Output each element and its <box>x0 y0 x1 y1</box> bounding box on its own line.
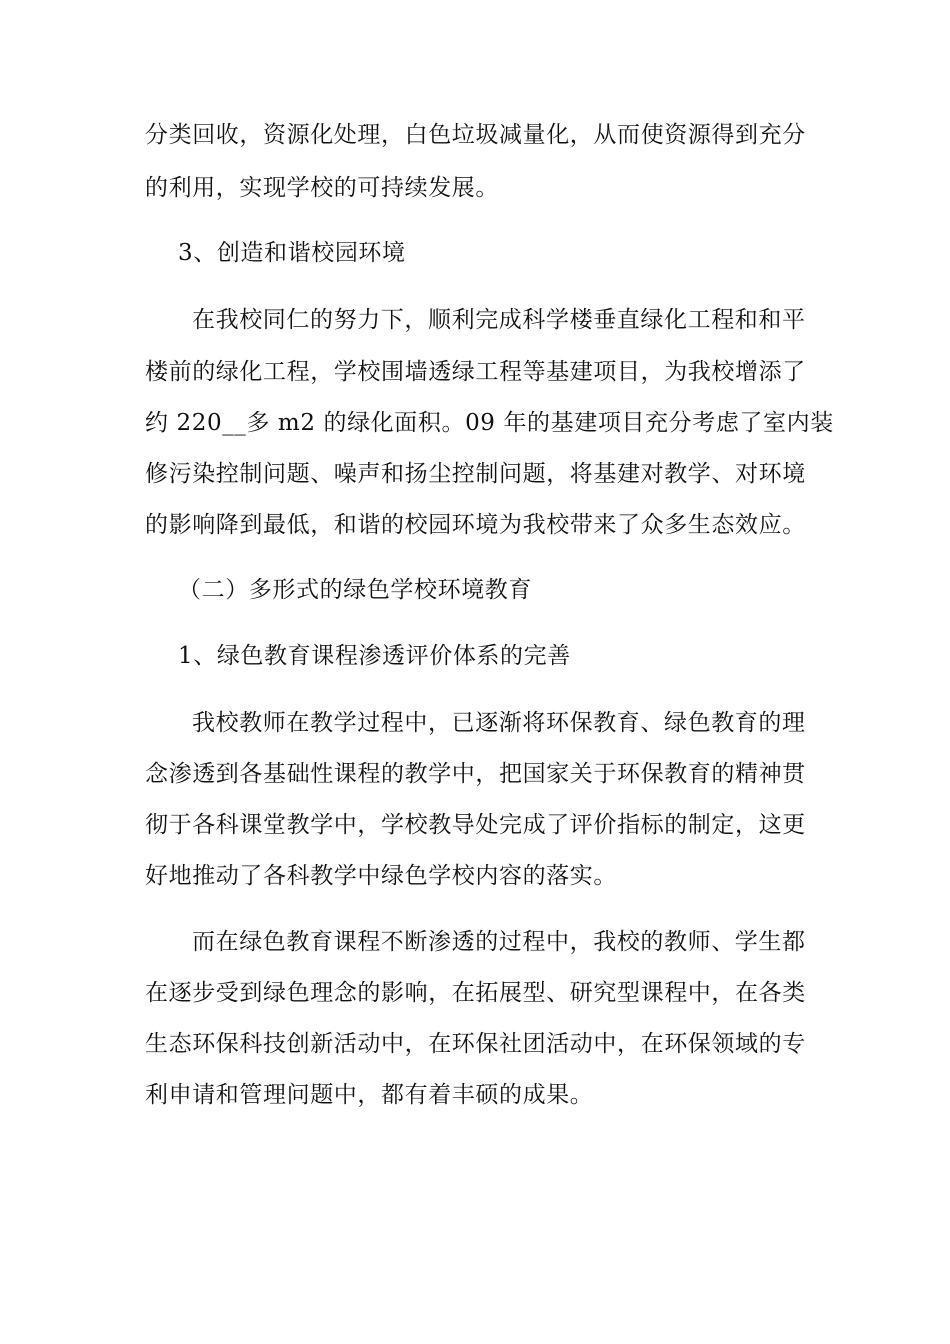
text-line: 的利用，实现学校的可持续发展。 <box>145 175 499 201</box>
text-line: 修污染控制问题、噪声和扬尘控制问题，将基建对教学、对环境 <box>145 461 806 487</box>
text-line: 约 220__多 m2 的绿化面积。09 年的基建项目充分考虑了室内装 <box>145 410 834 436</box>
text-line: 分类回收，资源化处理，白色垃圾减量化，从而使资源得到充分 <box>145 122 806 148</box>
text-line: 的影响降到最低，和谐的校园环境为我校带来了众多生态效应。 <box>145 512 806 538</box>
subheading-harmonious-campus: 3、创造和谐校园环境 <box>178 240 406 266</box>
text-line: 念渗透到各基础性课程的教学中，把国家关于环保教育的精神贯 <box>145 761 806 787</box>
text-line: 生态环保科技创新活动中，在环保社团活动中，在环保领域的专 <box>145 1031 806 1057</box>
text-line: 彻于各科课堂教学中，学校教导处完成了评价指标的制定，这更 <box>145 812 806 838</box>
text-line: 利申请和管理问题中，都有着丰硕的成果。 <box>145 1082 594 1108</box>
text-line: 在我校同仁的努力下，顺利完成科学楼垂直绿化工程和和平 <box>192 307 806 333</box>
text-line: 我校教师在教学过程中，已逐渐将环保教育、绿色教育的理 <box>192 710 806 736</box>
text-line: 在逐步受到绿色理念的影响，在拓展型、研究型课程中，在各类 <box>145 980 806 1006</box>
text-line: 而在绿色教育课程不断渗透的过程中，我校的教师、学生都 <box>192 929 806 955</box>
section-heading-environmental-education: （二）多形式的绿色学校环境教育 <box>178 577 532 603</box>
text-line: 好地推动了各科教学中绿色学校内容的落实。 <box>145 863 617 889</box>
text-line: 楼前的绿化工程，学校围墙透绿工程等基建项目，为我校增添了 <box>145 359 806 385</box>
subheading-curriculum-evaluation: 1、绿色教育课程渗透评价体系的完善 <box>178 643 571 669</box>
